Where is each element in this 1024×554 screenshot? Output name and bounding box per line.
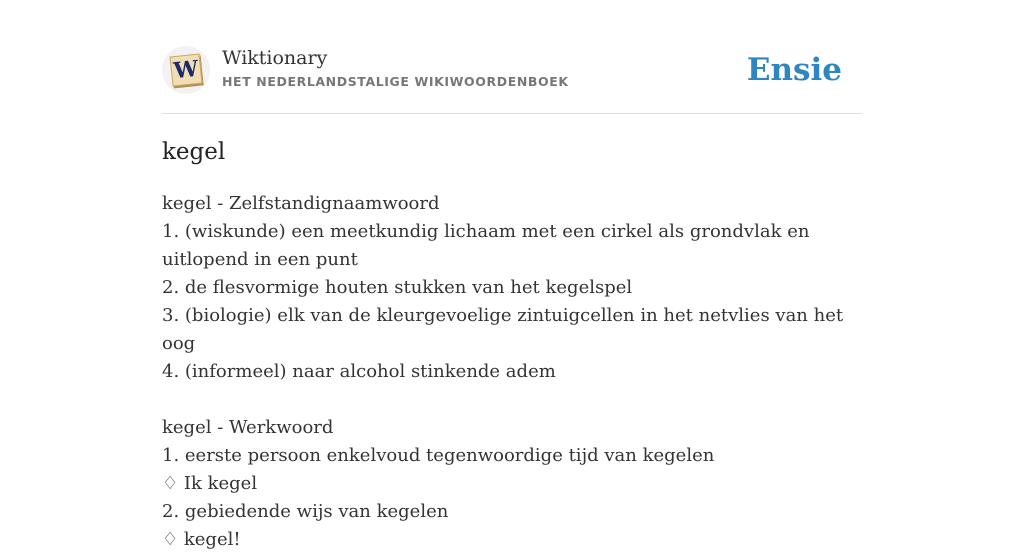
definition-line: 2. gebiedende wijs van kegelen	[162, 501, 449, 522]
header-divider	[162, 113, 862, 114]
site-name[interactable]: Wiktionary	[222, 47, 328, 69]
section-spacer	[162, 386, 862, 414]
wiktionary-logo[interactable]	[162, 46, 210, 94]
section-heading-noun: kegel - Zelfstandignaamwoord	[162, 193, 440, 214]
definition-line: 4. (informeel) naar alcohol stinkende adem	[162, 361, 556, 382]
definition-line: 3. (biologie) elk van de kleurgevoelige zintuigcellen in het netvlies van het oog	[162, 305, 844, 354]
wiktionary-logo-tile: W	[170, 54, 203, 87]
site-tagline: HET NEDERLANDSTALIGE WIKIWOORDENBOEK	[222, 74, 569, 89]
entry-content	[162, 190, 862, 554]
entry-title: kegel	[162, 139, 226, 165]
example-line: ♢ Ik kegel	[162, 473, 258, 494]
definition-line: 1. (wiskunde) een meetkundig lichaam met een cirkel als grondvlak en uitlopend in een punt	[162, 221, 810, 270]
ensie-brand-link[interactable]: Ensie	[746, 52, 842, 88]
site-header	[162, 46, 862, 96]
example-line: ♢ kegel!	[162, 529, 241, 550]
definition-line: 1. eerste persoon enkelvoud tegenwoordige tijd van kegelen	[162, 445, 715, 466]
definition-line: 2. de flesvormige houten stukken van het kegelspel	[162, 277, 633, 298]
section-heading-verb: kegel - Werkwoord	[162, 417, 334, 438]
